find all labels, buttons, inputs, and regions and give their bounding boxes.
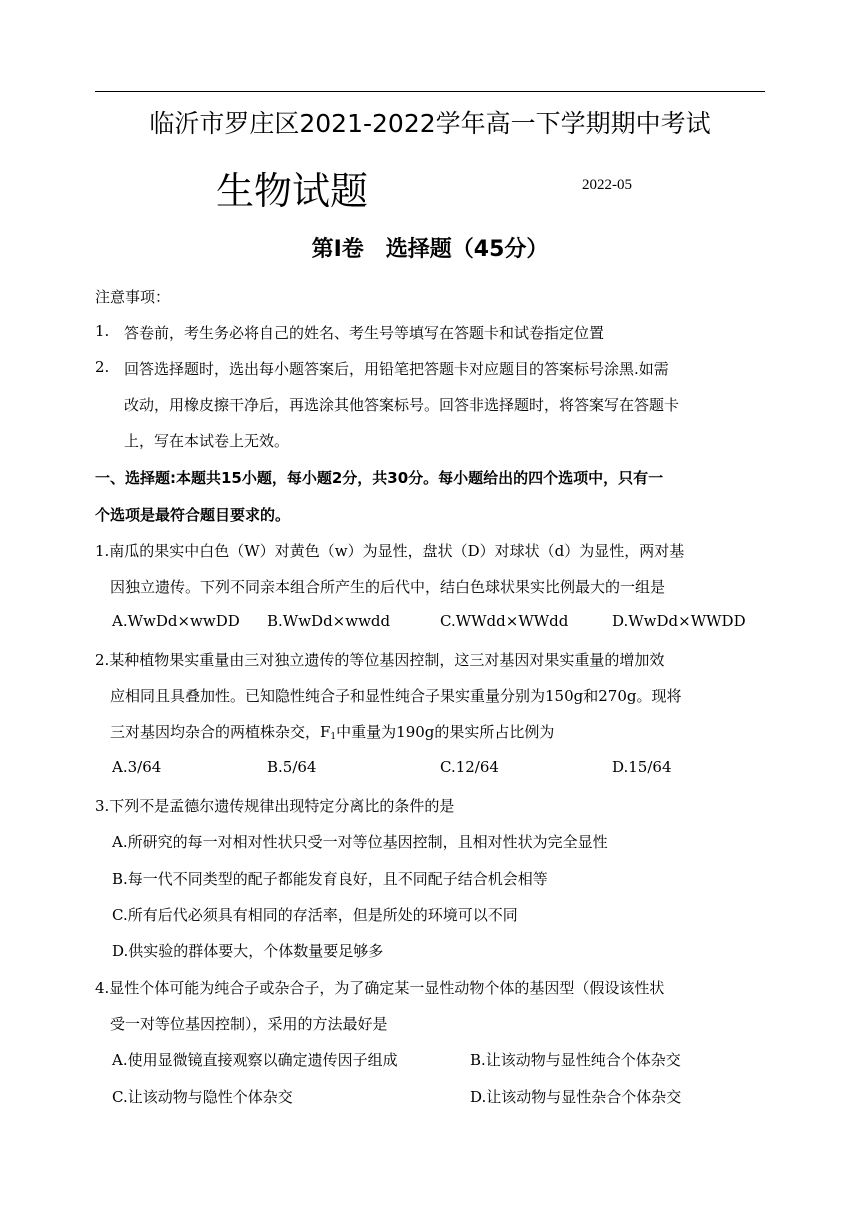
exam-date: 2022-05 — [582, 177, 632, 193]
notes-item-1: 答卷前，考生务必将自己的姓名、考生号等填写在答题卡和试卷指定位置 — [124, 324, 605, 342]
notes-item-2-line-3: 上，写在本试卷上无效。 — [124, 432, 290, 450]
notes-item-2-line-1: 回答选择题时，选出每小题答案后，用铅笔把答题卡对应题目的答案标号涂黑.如需 — [124, 360, 669, 378]
header-rule — [95, 91, 765, 92]
subject-title: 生物试题 — [216, 169, 369, 213]
part1-instructions-line-1: 一、选择题:本题共15小题，每小题2分，共30分。每小题给出的四个选项中，只有一 — [95, 469, 664, 487]
q4-option-a: A.使用显微镜直接观察以确定遗传因子组成 — [112, 1051, 398, 1069]
q3-option-b: B.每一代不同类型的配子都能发育良好，且不同配子结合机会相等 — [112, 870, 548, 888]
q2-stem-line-3 — [110, 721, 554, 742]
q4-option-d: D.让该动物与显性杂合个体杂交 — [470, 1088, 682, 1106]
q4-option-b: B.让该动物与显性纯合个体杂交 — [470, 1051, 681, 1069]
q1-stem-line-1: 1.南瓜的果实中白色（W）对黄色（w）为显性，盘状（D）对球状（d）为显性，两对基 — [95, 542, 685, 560]
notes-item-2-line-2: 改动，用橡皮擦干净后，再选涂其他答案标号。回答非选择题时，将答案写在答题卡 — [124, 396, 680, 414]
notes-item-1-number: 1. — [95, 322, 110, 340]
q3-option-c: C.所有后代必须具有相同的存活率，但是所处的环境可以不同 — [112, 906, 518, 924]
q1-stem-line-2: 因独立遗传。下列不同亲本组合所产生的后代中，结白色球状果实比例最大的一组是 — [110, 578, 666, 596]
notes-heading: 注意事项： — [95, 288, 171, 306]
q2-stem-line-1: 2.某种植物果实重量由三对独立遗传的等位基因控制，这三对基因对果实重量的增加效 — [95, 651, 665, 669]
part1-instructions-line-2: 个选项是最符合题目要求的。 — [95, 506, 291, 524]
q2-option-b: B.5/64 — [267, 758, 317, 776]
q2-stem-line-2: 应相同且具叠加性。已知隐性纯合子和显性纯合子果实重量分别为150g和270g。现将 — [110, 687, 682, 705]
q4-stem-line-1: 4.显性个体可能为纯合子或杂合子，为了确定某一显性动物个体的基因型（假设该性状 — [95, 979, 665, 997]
q1-option-a: A.WwDd×wwDD — [112, 612, 240, 630]
q2-option-a: A.3/64 — [112, 758, 162, 776]
q1-option-d: D.WwDd×WWDD — [612, 612, 746, 630]
q3-stem: 3.下列不是孟德尔遗传规律出现特定分离比的条件的是 — [95, 797, 455, 815]
q2-option-d: D.15/64 — [612, 758, 672, 776]
q4-stem-line-2: 受一对等位基因控制），采用的方法最好是 — [110, 1015, 388, 1033]
q2-option-c: C.12/64 — [440, 758, 499, 776]
section-title: 第Ⅰ卷 选择题（45分） — [311, 237, 549, 262]
q4-option-c: C.让该动物与隐性个体杂交 — [112, 1088, 293, 1106]
q2-stem-line-3-pre: 三对基因均杂合的两植株杂交，F — [110, 723, 331, 741]
q1-option-b: B.WwDd×wwdd — [267, 612, 391, 630]
q2-f1-subscript: 1 — [330, 732, 337, 742]
q2-stem-line-3-post: 中重量为190g的果实所占比例为 — [336, 723, 555, 741]
q3-option-a: A.所研究的每一对相对性状只受一对等位基因控制，且相对性状为完全显性 — [112, 833, 608, 851]
notes-item-2-number: 2. — [95, 358, 110, 376]
q3-option-d: D.供实验的群体要大，个体数量要足够多 — [112, 942, 384, 960]
exam-title: 临沂市罗庄区2021-2022学年高一下学期期中考试 — [149, 109, 711, 138]
q1-option-c: C.WWdd×WWdd — [440, 612, 569, 630]
